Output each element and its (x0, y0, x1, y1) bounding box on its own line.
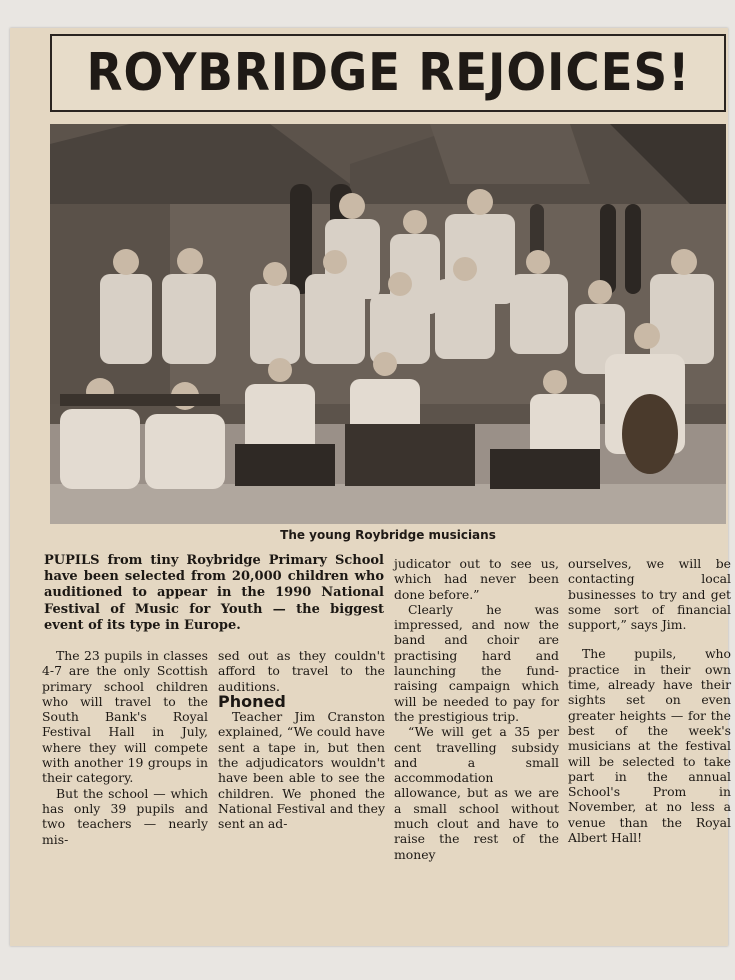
article-column-1 (42, 648, 208, 847)
column-1-paragraph-1: The 23 pupils in classes 4-7 are the only Scottish primary school children who will travel to the South Bank's Royal Festival Hall in July, where they will compete with another 19 groups in their category. (42, 648, 208, 786)
headline: ROYBRIDGE REJOICES! (86, 43, 690, 103)
headline-box (50, 34, 726, 112)
group-photo (50, 124, 726, 524)
article-column-3 (394, 556, 559, 862)
column-3-paragraph-1: judicator out to see us, which had never been done before.” (394, 556, 559, 602)
photo-caption: The young Roybridge musicians (280, 528, 496, 542)
article-column-4 (568, 556, 731, 845)
column-1-paragraph-2: But the school — which has only 39 pupils and two teachers — nearly mis- (42, 785, 208, 847)
column-2-paragraph-2: Teacher Jim Cranston explained, “We could have sent a tape in, but then the adjudicators wouldn't have been able to see the children. We phoned the National Festival and they sent an ad- (218, 709, 385, 832)
subheading-phoned: Phoned (218, 691, 286, 711)
column-4-paragraph-1: ourselves, we will be contacting local businesses to try and get some sort of financial support,” says Jim. (568, 556, 731, 633)
article-column-2 (218, 648, 385, 832)
column-2-paragraph-1: sed out as they couldn't afford to travel to the auditions. (218, 648, 385, 694)
paragraph-gap (568, 632, 731, 646)
newspaper-clipping (10, 28, 731, 946)
lead-paragraph: PUPILS from tiny Roybridge Primary School have been selected from 20,000 children who auditioned to appear in the 1990 National Festival of Music for Youth — the biggest event of its type in Europe. (44, 553, 384, 633)
column-3-paragraph-3: “We will get a 35 per cent travelling subsidy and a small accommodation allowance, but as we are a small school without much clout and have to raise the rest of the money (394, 724, 559, 862)
column-3-paragraph-2: Clearly he was impressed, and now the band and choir are practising hard and launching the fund-raising campaign which will be needed to pay for the prestigious trip. (394, 601, 559, 724)
column-4-paragraph-2: The pupils, who practice in their own time, already have their sights set on even greater heights — for the best of the week's musicians at the festival will be selected to take part in the annual School's Prom in November, at no less a venue than the Royal Albert Hall! (568, 646, 731, 846)
